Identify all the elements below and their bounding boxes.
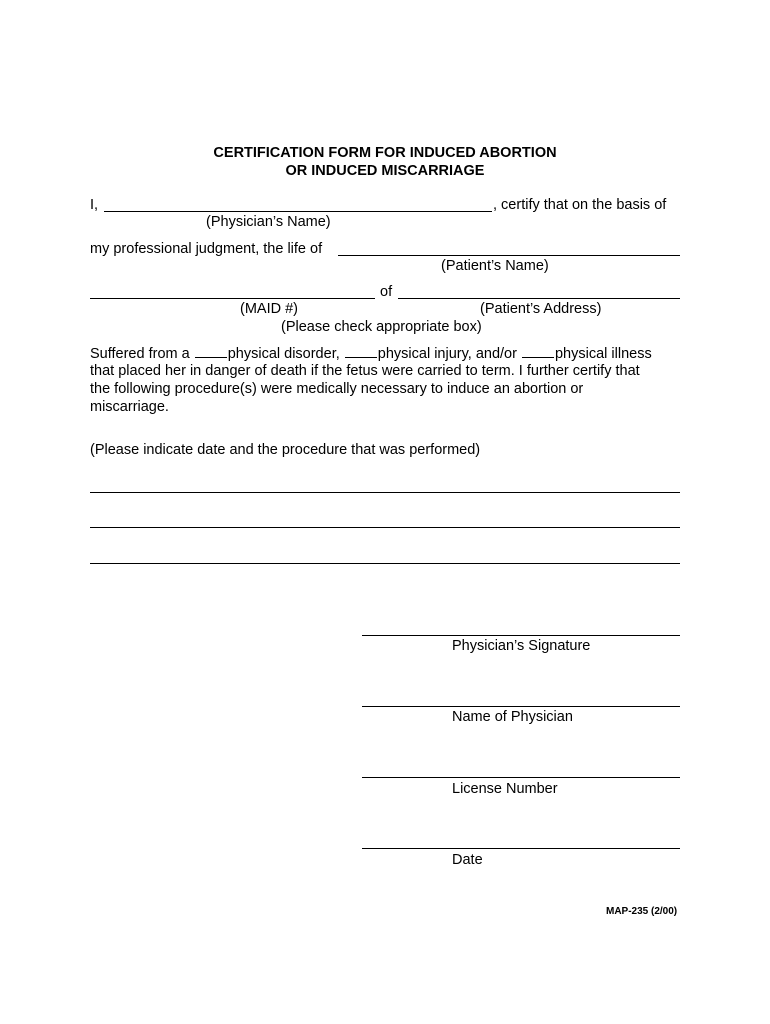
physical-disorder-checkbox[interactable] — [195, 344, 227, 358]
license-number-label: License Number — [452, 781, 558, 797]
patient-address-caption: (Patient’s Address) — [480, 301, 602, 317]
suffered-from-text: Suffered from a — [90, 346, 190, 362]
conditions-line-4: miscarriage. — [90, 399, 169, 415]
physician-name-field[interactable] — [104, 211, 492, 212]
physician-signature-field[interactable] — [362, 635, 680, 636]
procedure-line-1[interactable] — [90, 492, 680, 493]
maid-field[interactable] — [90, 298, 375, 299]
of-text: of — [380, 284, 393, 300]
conditions-line-2: that placed her in danger of death if the fetus were carried to term. I further certify that — [90, 363, 640, 379]
certify-prefix: I, — [90, 197, 99, 213]
physician-name-print-field[interactable] — [362, 706, 680, 707]
certify-suffix: , certify that on the basis of — [493, 197, 667, 213]
physical-illness-label: physical illness — [554, 346, 652, 362]
maid-caption: (MAID #) — [240, 301, 298, 317]
procedure-line-2[interactable] — [90, 527, 680, 528]
judgment-text: my professional judgment, the life of — [90, 241, 323, 257]
physician-signature-label: Physician’s Signature — [452, 638, 591, 654]
physician-name-print-label: Name of Physician — [452, 709, 573, 725]
conditions-line-3: the following procedure(s) were medically necessary to induce an abortion or — [90, 381, 584, 397]
physical-illness-checkbox[interactable] — [522, 344, 554, 358]
check-box-instruction: (Please check appropriate box) — [281, 319, 482, 335]
physician-name-caption: (Physician’s Name) — [206, 214, 331, 230]
patient-name-field[interactable] — [338, 255, 680, 256]
license-number-field[interactable] — [362, 777, 680, 778]
date-label: Date — [452, 852, 483, 868]
form-code: MAP-235 (2/00) — [606, 906, 678, 917]
conditions-line-1 — [90, 344, 652, 363]
date-field[interactable] — [362, 848, 680, 849]
form-title-line-2: OR INDUCED MISCARRIAGE — [285, 163, 485, 179]
physical-disorder-label: physical disorder, — [227, 346, 340, 362]
patient-name-caption: (Patient’s Name) — [441, 258, 549, 274]
physical-injury-label: physical injury, and/or — [377, 346, 517, 362]
procedure-line-3[interactable] — [90, 563, 680, 564]
form-title-line-1: CERTIFICATION FORM FOR INDUCED ABORTION — [213, 145, 557, 161]
patient-address-field[interactable] — [398, 298, 680, 299]
procedure-instruction: (Please indicate date and the procedure that was performed) — [90, 442, 481, 458]
physical-injury-checkbox[interactable] — [345, 344, 377, 358]
